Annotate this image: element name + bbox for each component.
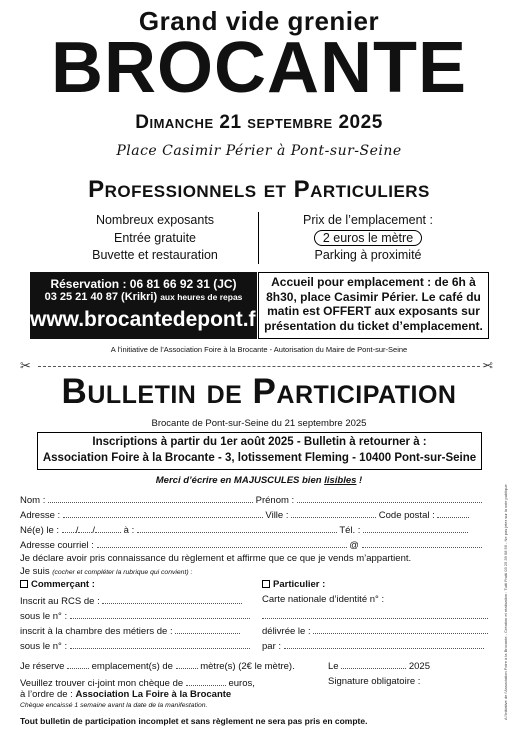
particulier-label: Particulier : xyxy=(273,579,326,590)
ne-le-label: Né(e) le : xyxy=(20,525,60,536)
cni-label: Carte nationale d’identité n° : xyxy=(262,594,385,605)
audience-heading: Professionnels et Particuliers xyxy=(88,176,430,203)
adresse-label: Adresse : xyxy=(20,510,61,521)
accueil-text xyxy=(259,275,488,333)
ville-field[interactable] xyxy=(291,508,376,518)
accueil-line: 8h30, place Casimir Périer. Le café du xyxy=(266,289,481,304)
cni-field-row xyxy=(262,609,488,622)
email-domain-field[interactable] xyxy=(362,538,482,548)
info-entree: Entrée gratuite xyxy=(114,230,196,245)
par-label: par : xyxy=(262,641,282,652)
tel-label: Tél. : xyxy=(339,525,361,536)
sign-date-field[interactable] xyxy=(341,659,406,669)
cheque-note: Chèque encaissé 1 semaine avant la date de la manifestation. xyxy=(20,702,208,709)
accueil-line: matin est OFFERT aux exposants sur xyxy=(267,304,480,318)
sous-n1-label: sous le n° : xyxy=(20,611,68,622)
rcs-field[interactable] xyxy=(102,594,242,604)
le-label: Le xyxy=(328,661,339,672)
merci-underlined: lisibles xyxy=(324,475,357,486)
prenom-field[interactable] xyxy=(297,493,482,503)
event-place: Place Casimir Périer à Pont-sur-Seine xyxy=(116,143,402,159)
sign-year: 2025 xyxy=(408,661,430,672)
sous-n1-field[interactable] xyxy=(70,609,250,619)
commercant-option[interactable] xyxy=(20,579,95,590)
info-right-list xyxy=(268,212,468,265)
nom-field[interactable] xyxy=(48,493,253,503)
je-suis-note: (cocher et compléter la rubrique qui convient) : xyxy=(52,569,193,576)
bulletin-subtitle: Brocante de Pont-sur-Seine du 21 septembre 2025 xyxy=(151,418,367,429)
date-sign-row xyxy=(328,659,430,672)
info-divider xyxy=(258,212,259,264)
ordre-label: à l’ordre de : xyxy=(20,689,73,700)
adresse-field[interactable] xyxy=(63,508,263,518)
reservation-phone-1: Réservation : 06 81 66 92 31 (JC) xyxy=(50,277,237,291)
ordre-name: Association La Foire à la Brocante xyxy=(75,689,232,700)
birth-place-field[interactable] xyxy=(137,523,337,533)
accueil-line: présentation du ticket d’emplacement. xyxy=(264,318,483,333)
sous-n2-label: sous le n° : xyxy=(20,641,68,652)
email-user-field[interactable] xyxy=(97,538,347,548)
scissors-icon: ✂ xyxy=(482,358,493,373)
initiative-note: A l’initiative de l’Association Foire à la Brocante - Autorisation du Maire de Pont-sur-Seine xyxy=(110,345,408,354)
main-title: BROCANTE xyxy=(51,28,467,108)
reservation-hours-note: aux heures de repas xyxy=(160,292,243,302)
reservation-phone-2 xyxy=(30,291,257,303)
sous-n2-field[interactable] xyxy=(70,639,250,649)
inscription-address: Association Foire à la Brocante - 3, lotissement Fleming - 10400 Pont-sur-Seine xyxy=(42,452,477,464)
chambre-label: inscrit à la chambre des métiers de : xyxy=(20,626,173,637)
at-sign: @ xyxy=(349,540,359,551)
courriel-row xyxy=(20,538,482,551)
footer-warning: Tout bulletin de participation incomplet et sans règlement ne sera pas pris en compte. xyxy=(20,716,368,726)
inscription-box xyxy=(37,432,482,470)
info-left-list xyxy=(55,212,255,265)
bulletin-title: Bulletin de Participation xyxy=(61,372,457,411)
reservation-box xyxy=(30,272,264,339)
cheque-label-2: euros, xyxy=(228,678,255,689)
nom-row xyxy=(20,493,482,506)
commercant-label: Commerçant : xyxy=(31,579,95,590)
reserve-label-3: mètre(s) (2€ le mètre). xyxy=(200,661,295,672)
cut-line xyxy=(38,366,480,367)
courriel-label: Adresse courriel : xyxy=(20,540,94,551)
reservation-phone-2-number: 03 25 21 40 87 (Krikri) xyxy=(44,291,158,303)
birth-year-field[interactable] xyxy=(95,523,121,533)
emplacements-count-field[interactable] xyxy=(67,659,89,669)
ville-label: Ville : xyxy=(265,510,289,521)
accueil-line: Accueil pour emplacement : de 6h à xyxy=(271,275,476,289)
particulier-option[interactable] xyxy=(262,579,325,590)
ordre-row xyxy=(20,689,231,700)
par-row xyxy=(262,639,484,652)
delivree-field[interactable] xyxy=(313,624,488,634)
reserve-row xyxy=(20,659,295,672)
top-title: Grand vide grenier xyxy=(138,6,380,36)
info-buvette: Buvette et restauration xyxy=(92,248,218,262)
particulier-checkbox[interactable] xyxy=(262,580,270,588)
merci-suffix: ! xyxy=(356,475,363,486)
birth-month-field[interactable] xyxy=(78,523,92,533)
price-label: Prix de l’emplacement : xyxy=(303,213,433,227)
rcs-label: Inscrit au RCS de : xyxy=(20,596,100,607)
merci-note xyxy=(0,475,518,486)
prenom-label: Prénom : xyxy=(255,495,295,506)
chambre-field[interactable] xyxy=(175,624,240,634)
code-postal-label: Code postal : xyxy=(378,510,435,521)
info-exposants: Nombreux exposants xyxy=(95,213,215,227)
rcs-row xyxy=(20,594,242,607)
cni-field[interactable] xyxy=(262,609,488,619)
parking-info: Parking à proximité xyxy=(314,248,422,262)
delivree-label: délivrée le : xyxy=(262,626,311,637)
inscription-line-1: Inscriptions à partir du 1er août 2025 - Bulletin à retourner à : xyxy=(92,436,427,448)
sous-n1-row xyxy=(20,609,250,622)
nom-label: Nom : xyxy=(20,495,46,506)
accueil-box xyxy=(258,272,489,339)
reserve-label-2: emplacement(s) de xyxy=(91,661,173,672)
je-suis-label: Je suis xyxy=(20,566,50,577)
sous-n2-row xyxy=(20,639,250,652)
naissance-row: Né(e) le : / / à : Tél. : xyxy=(20,523,468,536)
side-credit-note: A l’initiative de l’Association Foire à la Brocante - Création et réalisation : Tutti Frutti 03 25 39 58 59 - Ne pas jeter sur la voie publique xyxy=(503,484,508,720)
delivree-row xyxy=(262,624,488,637)
scissors-icon: ✂ xyxy=(20,358,31,373)
merci-text: Merci d’écrire en MAJUSCULES bien xyxy=(155,475,325,486)
website-link[interactable]: www.brocantedepont.fr xyxy=(30,308,264,331)
metres-field[interactable] xyxy=(176,659,198,669)
par-field[interactable] xyxy=(284,639,484,649)
a-label: à : xyxy=(123,525,135,536)
cheque-label-1: Veuillez trouver ci-joint mon chèque de xyxy=(20,678,184,689)
declaration: Je déclare avoir pris connaissance du règlement et affirme que ce que je vends m’appartient. xyxy=(20,553,412,564)
adresse-row xyxy=(20,508,469,521)
event-date: Dimanche 21 septembre 2025 xyxy=(135,112,383,133)
commercant-checkbox[interactable] xyxy=(20,580,28,588)
price-badge: 2 euros le mètre xyxy=(314,230,422,246)
cheque-row xyxy=(20,676,255,689)
cheque-amount-field[interactable] xyxy=(186,676,226,686)
code-postal-field[interactable] xyxy=(437,508,469,518)
je-suis-row xyxy=(20,566,192,577)
signature-label: Signature obligatoire : xyxy=(328,676,421,687)
tel-field[interactable] xyxy=(363,523,468,533)
birth-day-field[interactable] xyxy=(62,523,76,533)
cni-row xyxy=(262,594,384,605)
reserve-label-1: Je réserve xyxy=(20,661,65,672)
chambre-row xyxy=(20,624,240,637)
